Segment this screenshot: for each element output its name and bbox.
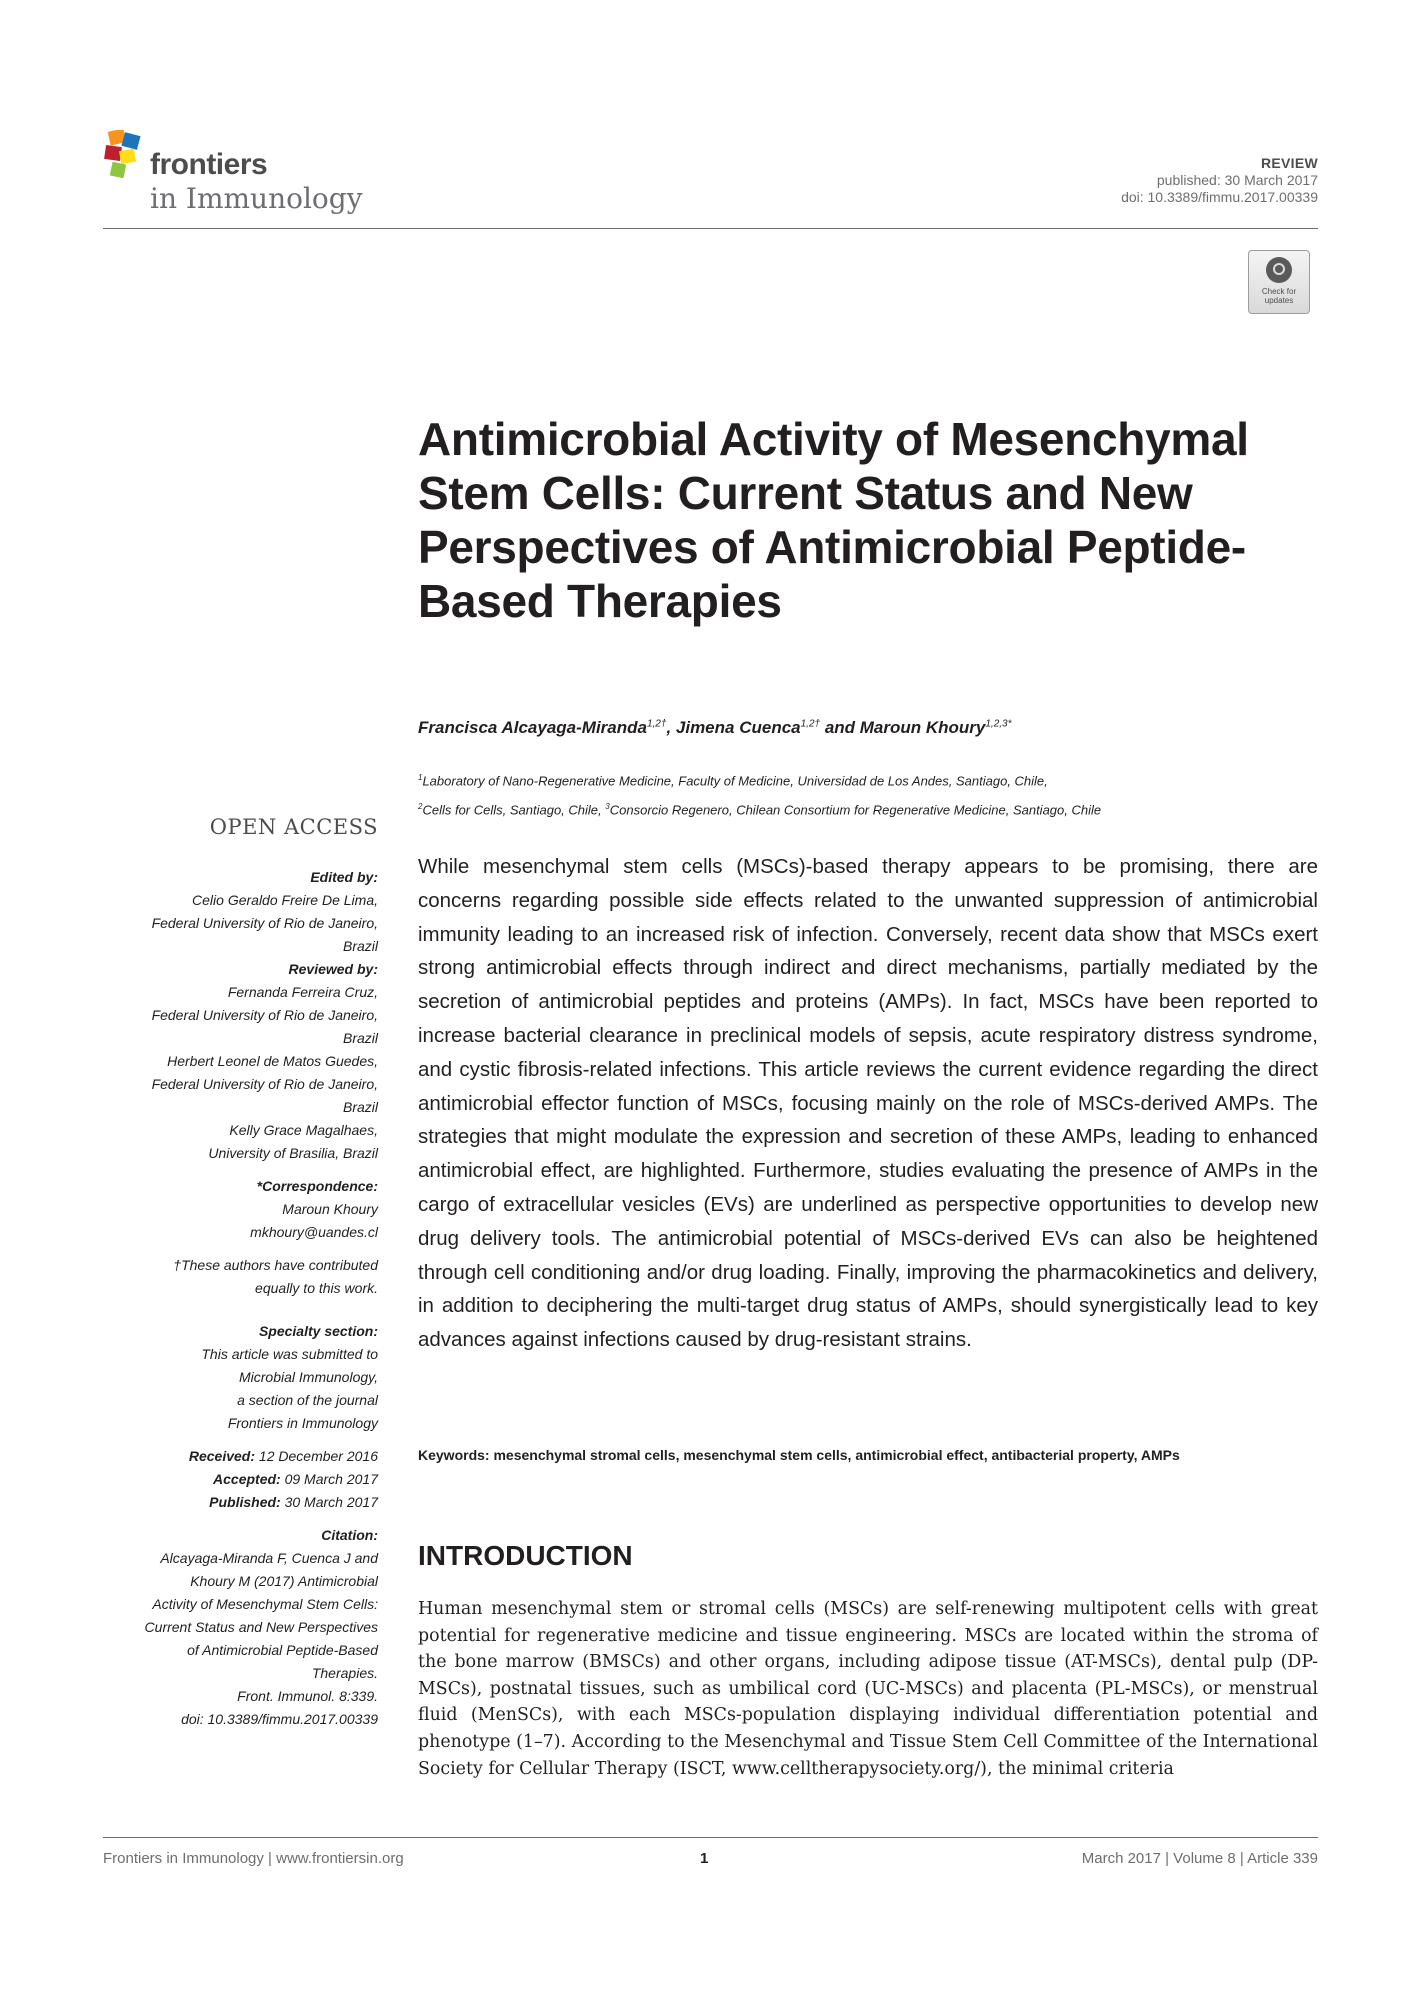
sidebar-line: Celio Geraldo Freire De Lima,	[192, 892, 378, 908]
affiliation-line	[418, 765, 1318, 794]
sidebar-line: Microbial Immunology,	[238, 1369, 378, 1385]
sidebar-line: of Antimicrobial Peptide-Based	[187, 1642, 378, 1658]
sidebar-line: doi: 10.3389/fimmu.2017.00339	[181, 1711, 378, 1727]
check-for-updates-button[interactable]	[1248, 250, 1310, 314]
article-type: REVIEW	[1260, 155, 1318, 171]
frontiers-logo-icon	[103, 130, 147, 180]
sidebar-line: University of Brasilia, Brazil	[208, 1145, 378, 1161]
sidebar-line: Federal University of Rio de Janeiro,	[151, 915, 378, 931]
reviewed-by-label: Reviewed by:	[288, 961, 378, 977]
sidebar-line: Therapies.	[311, 1665, 378, 1681]
article-info-sidebar	[100, 866, 378, 1731]
sidebar-line: Brazil	[342, 1030, 378, 1046]
correspondence-label: *Correspondence:	[256, 1178, 378, 1194]
open-access-label: OPEN ACCESS	[209, 815, 378, 839]
affil-number: 2	[418, 802, 423, 812]
intro-paragraph: Human mesenchymal stem or stromal cells (MSCs) are self-renewing multipotent cells with great potential for regenerative medicine and tissue engineering. MSCs are located within the stroma of the bone marrow (BMSCs) and other organs, including adipose tissue (AT-MSCs), dental pulp (DP-MSCs), postnatal tissues, such as umbilical cord (UC-MSCs) and placenta (PL-MSCs), or menstrual fluid (MenSCs), with each MSCs-population displaying individual differentiation potential and phenotype (1–7). According to the Mesenchymal and Tissue Stem Cell Committee of the International Society for Cellular Therapy (ISCT, www.celltherapysociety.org/), the minimal criteria	[418, 1599, 1318, 1779]
abstract-text: While mesenchymal stem cells (MSCs)-based therapy appears to be promising, there are concerns regarding possible side effects related to the unwanted suppression of antimicrobial immunity leading to an increased risk of infection. Conversely, recent data show that MSCs exert strong antimicrobial effects through indirect and direct mechanisms, partially mediated by the secretion of antimicrobial peptides and proteins (AMPs). In fact, MSCs have been reported to increase bacterial clearance in preclinical models of sepsis, acute respiratory distress syndrome, and cystic fibrosis-related infections. This article reviews the current evidence regarding the direct antimicrobial effector function of MSCs, focusing mainly on the role of MSCs-derived AMPs. The strategies that might modulate the expression and secretion of these AMPs, leading to enhanced antimicrobial effect, are highlighted. Furthermore, studies evaluating the presence of AMPs in the cargo of extracellular vesicles (EVs) are underlined as perspective opportunities to develop new drug delivery tools. The antimicrobial potential of MSCs-derived EVs can also be heightened through cell conditioning and/or drug loading. Finally, improving the pharmacokinetics and delivery, in addition to deciphering the multi-target drug status of AMPs, should synergistically lead to key advances against infections caused by drug-resistant strains.	[418, 855, 1318, 1352]
keywords-text: mesenchymal stromal cells, mesenchymal stem cells, antimicrobial effect, antibacterial property, AMPs	[493, 1447, 1180, 1463]
sidebar-line: Frontiers in Immunology	[227, 1415, 378, 1431]
equal-contribution-note	[100, 1254, 378, 1300]
section-heading: INTRODUCTION	[418, 1540, 633, 1571]
sidebar-line: Kelly Grace Magalhaes,	[229, 1122, 378, 1138]
keywords	[418, 1444, 1318, 1466]
keywords-label: Keywords:	[418, 1447, 490, 1463]
logo-wordmark: frontiers	[150, 148, 268, 181]
affil-number: 1	[418, 773, 423, 782]
author-separator: and	[820, 718, 860, 737]
author-affil-sup: 1,2†	[646, 718, 667, 730]
published-sidebar-date	[100, 1491, 378, 1514]
sidebar-line: mkhoury@uandes.cl	[250, 1224, 378, 1240]
published-label: Published:	[209, 1494, 281, 1510]
received-date	[100, 1445, 378, 1468]
footer-rule	[103, 1837, 1318, 1838]
accepted-value: 09 March 2017	[280, 1471, 378, 1487]
author-affil-sup: 1,2†	[800, 718, 821, 730]
sidebar-line: equally to this work.	[255, 1280, 378, 1296]
sidebar-line: Current Status and New Perspectives	[144, 1619, 378, 1635]
affil-text: Cells for Cells, Santiago, Chile,	[422, 802, 602, 818]
reviewed-by-list	[100, 981, 378, 1165]
journal-logo[interactable]	[103, 130, 393, 220]
edited-by-list	[100, 889, 378, 958]
sidebar-line: Maroun Khoury	[282, 1201, 378, 1217]
affiliations	[418, 765, 1318, 824]
sidebar-line: Brazil	[342, 938, 378, 954]
sidebar-line: Khoury M (2017) Antimicrobial	[190, 1573, 378, 1589]
page-number: 1	[700, 1850, 709, 1867]
sidebar-line: Brazil	[342, 1099, 378, 1115]
affil-text: Laboratory of Nano-Regenerative Medicine, Faculty of Medicine, Universidad de Los Andes, Santiago, Chile,	[422, 773, 1048, 789]
sidebar-line: Herbert Leonel de Matos Guedes,	[167, 1053, 378, 1069]
affil-text: Consorcio Regenero, Chilean Consortium for Regenerative Medicine, Santiago, Chile	[609, 802, 1102, 818]
author-name[interactable]: Maroun Khoury	[859, 718, 986, 737]
citation-list	[100, 1547, 378, 1731]
author-name[interactable]: Jimena Cuenca	[675, 718, 801, 737]
correspondence-list[interactable]	[100, 1198, 378, 1244]
published-date: published: 30 March 2017	[1156, 172, 1318, 188]
edited-by-label: Edited by:	[310, 869, 378, 885]
footer-issue: March 2017 | Volume 8 | Article 339	[1081, 1850, 1318, 1867]
sidebar-line: †These authors have contributed	[173, 1257, 378, 1273]
specialty-list	[100, 1343, 378, 1435]
header-rule	[103, 228, 1318, 229]
citation-label: Citation:	[321, 1527, 378, 1543]
author-name[interactable]: Francisca Alcayaga-Miranda	[418, 718, 647, 737]
check-updates-icon	[1266, 257, 1292, 283]
received-label: Received:	[188, 1448, 256, 1464]
sidebar-line: Activity of Mesenchymal Stem Cells:	[152, 1596, 378, 1612]
accepted-label: Accepted:	[213, 1471, 281, 1487]
article-doi[interactable]: doi: 10.3389/fimmu.2017.00339	[1121, 189, 1318, 205]
sidebar-line: This article was submitted to	[201, 1346, 378, 1362]
author-separator: ,	[666, 718, 676, 737]
sidebar-line: a section of the journal	[237, 1392, 378, 1408]
footer-journal[interactable]: Frontiers in Immunology | www.frontiersin.org	[103, 1850, 404, 1867]
accepted-date	[100, 1468, 378, 1491]
sidebar-line: Alcayaga-Miranda F, Cuenca J and	[160, 1550, 378, 1566]
author-affil-sup: 1,2,3*	[985, 718, 1012, 730]
specialty-label: Specialty section:	[258, 1323, 378, 1339]
sidebar-line: Federal University of Rio de Janeiro,	[151, 1076, 378, 1092]
author-list	[418, 718, 1012, 738]
check-updates-label: Check for updates	[1261, 287, 1297, 305]
affiliation-line	[418, 794, 1318, 823]
sidebar-line: Front. Immunol. 8:339.	[237, 1688, 378, 1704]
sidebar-line: Fernanda Ferreira Cruz,	[227, 984, 378, 1000]
received-value: 12 December 2016	[255, 1448, 378, 1464]
published-value: 30 March 2017	[280, 1494, 378, 1510]
affil-number: 3	[605, 802, 610, 812]
sidebar-line: Federal University of Rio de Janeiro,	[151, 1007, 378, 1023]
logo-journal-name: in Immunology	[150, 182, 363, 215]
article-title: Antimicrobial Activity of Mesenchymal Stem Cells: Current Status and New Perspectives of Antimicrobial Peptide-Based Therapies	[418, 413, 1249, 627]
article-meta	[1121, 155, 1318, 206]
